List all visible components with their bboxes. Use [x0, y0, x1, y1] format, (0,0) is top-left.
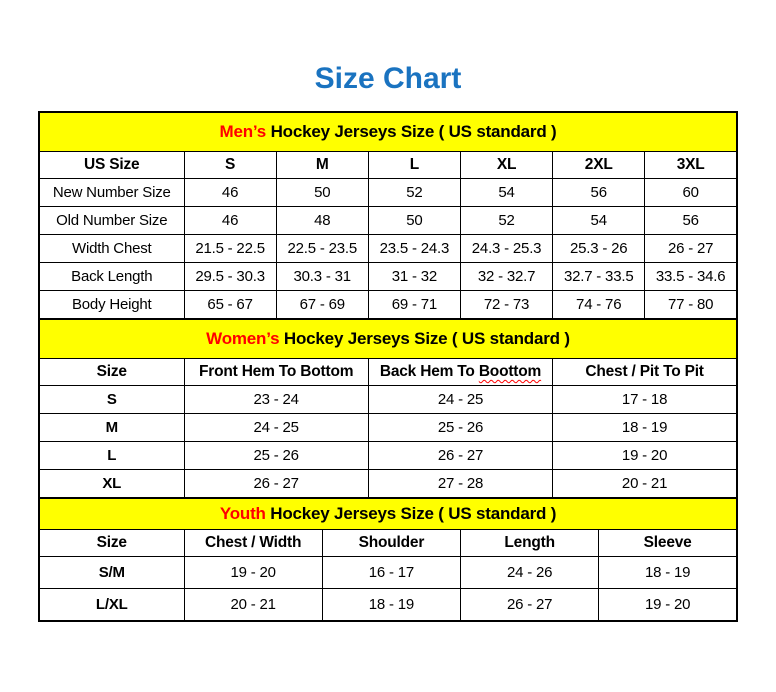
- column-header-text: Back Hem To: [379, 363, 479, 380]
- size-value-cell: 32.7 - 33.5: [553, 263, 645, 291]
- mens-heading-rest: Hockey Jerseys Size ( US standard ): [266, 122, 557, 141]
- table-row: [39, 263, 737, 291]
- row-label: XL: [39, 470, 184, 499]
- size-value-cell: 26 - 27: [645, 235, 737, 263]
- table-row: [39, 207, 737, 235]
- size-value-cell: 26 - 27: [184, 470, 368, 499]
- size-value-cell: 18 - 19: [553, 414, 737, 442]
- youth-heading-highlight: Youth: [219, 504, 266, 523]
- mens-section-heading: [39, 112, 737, 152]
- size-value-cell: 50: [276, 179, 368, 207]
- page-title: Size Chart: [314, 62, 462, 95]
- column-header: M: [276, 152, 368, 179]
- column-header: Size: [39, 359, 184, 386]
- column-header: US Size: [39, 152, 184, 179]
- size-value-cell: 24.3 - 25.3: [460, 235, 552, 263]
- size-value-cell: 19 - 20: [184, 557, 322, 589]
- mens-column-header-row: [39, 152, 737, 179]
- size-chart-tables: [38, 111, 738, 622]
- column-header-misspelled: [368, 359, 552, 386]
- row-label: M: [39, 414, 184, 442]
- size-value-cell: 67 - 69: [276, 291, 368, 320]
- column-header: Chest / Pit To Pit: [553, 359, 737, 386]
- mens-heading-highlight: Men’s: [219, 122, 267, 141]
- size-value-cell: 30.3 - 31: [276, 263, 368, 291]
- size-value-cell: 54: [553, 207, 645, 235]
- size-value-cell: 25 - 26: [368, 414, 552, 442]
- size-value-cell: 25 - 26: [184, 442, 368, 470]
- column-header: 2XL: [553, 152, 645, 179]
- size-value-cell: 46: [184, 207, 276, 235]
- size-value-cell: 46: [184, 179, 276, 207]
- size-value-cell: 74 - 76: [553, 291, 645, 320]
- size-value-cell: 60: [645, 179, 737, 207]
- table-row: [39, 291, 737, 320]
- womens-heading-rest: Hockey Jerseys Size ( US standard ): [279, 329, 570, 348]
- size-value-cell: 31 - 32: [368, 263, 460, 291]
- mens-size-table: [38, 111, 738, 320]
- size-value-cell: 56: [645, 207, 737, 235]
- row-label: Back Length: [39, 263, 184, 291]
- column-header: Shoulder: [322, 530, 460, 557]
- row-label: L/XL: [39, 589, 184, 622]
- size-value-cell: 29.5 - 30.3: [184, 263, 276, 291]
- size-value-cell: 26 - 27: [368, 442, 552, 470]
- table-row: [39, 589, 737, 622]
- size-value-cell: 21.5 - 22.5: [184, 235, 276, 263]
- size-value-cell: 23.5 - 24.3: [368, 235, 460, 263]
- table-row: [39, 470, 737, 499]
- size-value-cell: 22.5 - 23.5: [276, 235, 368, 263]
- column-header: Chest / Width: [184, 530, 322, 557]
- size-value-cell: 69 - 71: [368, 291, 460, 320]
- size-value-cell: 24 - 25: [184, 414, 368, 442]
- table-row: [39, 414, 737, 442]
- table-row: [39, 557, 737, 589]
- column-header: S: [184, 152, 276, 179]
- size-value-cell: 20 - 21: [553, 470, 737, 499]
- size-value-cell: 32 - 32.7: [460, 263, 552, 291]
- size-value-cell: 54: [460, 179, 552, 207]
- size-value-cell: 19 - 20: [599, 589, 737, 622]
- spellcheck-squiggle-word: Boottom: [478, 363, 542, 380]
- table-row: [39, 386, 737, 414]
- column-header: Sleeve: [599, 530, 737, 557]
- size-value-cell: 56: [553, 179, 645, 207]
- table-row: [39, 179, 737, 207]
- size-value-cell: 52: [368, 179, 460, 207]
- youth-size-table: [38, 497, 738, 622]
- column-header: 3XL: [645, 152, 737, 179]
- column-header: Front Hem To Bottom: [184, 359, 368, 386]
- size-value-cell: 50: [368, 207, 460, 235]
- table-row: [39, 235, 737, 263]
- size-value-cell: 24 - 25: [368, 386, 552, 414]
- size-value-cell: 27 - 28: [368, 470, 552, 499]
- size-value-cell: 18 - 19: [322, 589, 460, 622]
- table-row: [39, 442, 737, 470]
- size-value-cell: 20 - 21: [184, 589, 322, 622]
- row-label: Body Height: [39, 291, 184, 320]
- youth-heading-rest: Hockey Jerseys Size ( US standard ): [265, 504, 557, 523]
- row-label: L: [39, 442, 184, 470]
- column-header: Length: [461, 530, 599, 557]
- size-value-cell: 25.3 - 26: [553, 235, 645, 263]
- youth-column-header-row: [39, 530, 737, 557]
- size-value-cell: 33.5 - 34.6: [645, 263, 737, 291]
- column-header: Size: [39, 530, 184, 557]
- size-value-cell: 77 - 80: [645, 291, 737, 320]
- section-heading-row: [39, 319, 737, 359]
- size-value-cell: 17 - 18: [553, 386, 737, 414]
- size-value-cell: 23 - 24: [184, 386, 368, 414]
- row-label: New Number Size: [39, 179, 184, 207]
- youth-section-heading: [39, 498, 737, 530]
- row-label: S: [39, 386, 184, 414]
- row-label: Width Chest: [39, 235, 184, 263]
- size-value-cell: 72 - 73: [460, 291, 552, 320]
- size-value-cell: 24 - 26: [461, 557, 599, 589]
- size-value-cell: 16 - 17: [322, 557, 460, 589]
- size-value-cell: 65 - 67: [184, 291, 276, 320]
- size-value-cell: 48: [276, 207, 368, 235]
- section-heading-row: [39, 112, 737, 152]
- womens-size-table: [38, 318, 738, 499]
- size-value-cell: 18 - 19: [599, 557, 737, 589]
- womens-heading-highlight: Women’s: [206, 329, 280, 348]
- size-value-cell: 19 - 20: [553, 442, 737, 470]
- row-label: S/M: [39, 557, 184, 589]
- womens-section-heading: [39, 319, 737, 359]
- womens-column-header-row: [39, 359, 737, 386]
- size-value-cell: 26 - 27: [461, 589, 599, 622]
- row-label: Old Number Size: [39, 207, 184, 235]
- column-header: L: [368, 152, 460, 179]
- size-value-cell: 52: [460, 207, 552, 235]
- section-heading-row: [39, 498, 737, 530]
- column-header: XL: [460, 152, 552, 179]
